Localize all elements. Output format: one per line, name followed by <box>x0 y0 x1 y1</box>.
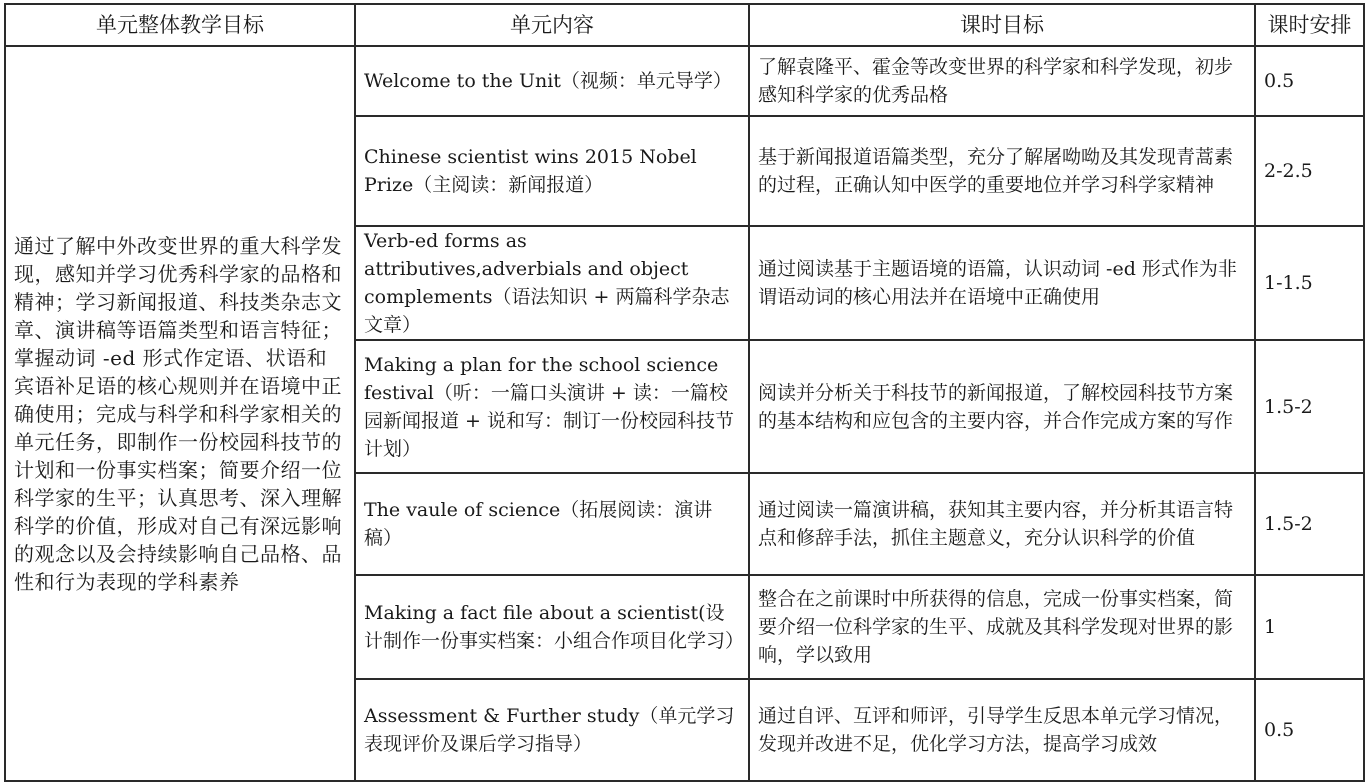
hours-cell: 1.5-2 <box>1255 340 1364 473</box>
content-cell: Making a fact file about a scientist(设计制作一份事实档案：小组合作项目化学习） <box>355 575 749 679</box>
header-hours: 课时安排 <box>1255 4 1364 46</box>
objective-cell: 通过阅读一篇演讲稿，获知其主要内容，并分析其语言特点和修辞手法，抓住主题意义，充分认识科学的价值 <box>749 473 1255 575</box>
unit-goal-cell: 通过了解中外改变世界的重大科学发现，感知并学习优秀科学家的品格和精神；学习新闻报道、科技类杂志文章、演讲稿等语篇类型和语言特征；掌握动词 -ed 形式作定语、状语和宾语补足语的核心规则并在语境中正确使用；完成与科学和科学家相关的单元任务，即制作一份校园科技节的计划和一份事实档案；简要介绍一位科学家的生平；认真思考、深入理解科学的价值，形成对自己有深远影响的观念以及会持续影响自己品格、品性和行为表现的学科素养 <box>5 46 355 781</box>
hours-cell: 0.5 <box>1255 46 1364 116</box>
hours-cell: 1-1.5 <box>1255 226 1364 340</box>
header-content: 单元内容 <box>355 4 749 46</box>
hours-cell: 2-2.5 <box>1255 116 1364 226</box>
header-objective: 课时目标 <box>749 4 1255 46</box>
hours-cell: 1.5-2 <box>1255 473 1364 575</box>
content-cell: Making a plan for the school science festival（听：一篇口头演讲 + 读：一篇校园新闻报道 + 说和写：制订一份校园科技节计划） <box>355 340 749 473</box>
hours-cell: 0.5 <box>1255 679 1364 781</box>
objective-cell: 整合在之前课时中所获得的信息，完成一份事实档案，简要介绍一位科学家的生平、成就及其科学发现对世界的影响，学以致用 <box>749 575 1255 679</box>
content-cell: Chinese scientist wins 2015 Nobel Prize（主阅读：新闻报道） <box>355 116 749 226</box>
content-cell: The vaule of science（拓展阅读：演讲稿） <box>355 473 749 575</box>
header-goal: 单元整体教学目标 <box>5 4 355 46</box>
objective-cell: 阅读并分析关于科技节的新闻报道，了解校园科技节方案的基本结构和应包含的主要内容，并合作完成方案的写作 <box>749 340 1255 473</box>
content-cell: Welcome to the Unit（视频：单元导学） <box>355 46 749 116</box>
unit-plan-table <box>4 3 1365 782</box>
content-cell: Verb-ed forms as attributives,adverbials and object complements（语法知识 + 两篇科学杂志文章） <box>355 226 749 340</box>
hours-cell: 1 <box>1255 575 1364 679</box>
objective-cell: 通过自评、互评和师评，引导学生反思本单元学习情况，发现并改进不足，优化学习方法，提高学习成效 <box>749 679 1255 781</box>
objective-cell: 通过阅读基于主题语境的语篇，认识动词 -ed 形式作为非谓语动词的核心用法并在语境中正确使用 <box>749 226 1255 340</box>
table-row <box>5 46 1364 116</box>
objective-cell: 了解袁隆平、霍金等改变世界的科学家和科学发现，初步感知科学家的优秀品格 <box>749 46 1255 116</box>
header-row <box>5 4 1364 46</box>
objective-cell: 基于新闻报道语篇类型，充分了解屠呦呦及其发现青蒿素的过程，正确认知中医学的重要地位并学习科学家精神 <box>749 116 1255 226</box>
content-cell: Assessment & Further study（单元学习表现评价及课后学习指导） <box>355 679 749 781</box>
